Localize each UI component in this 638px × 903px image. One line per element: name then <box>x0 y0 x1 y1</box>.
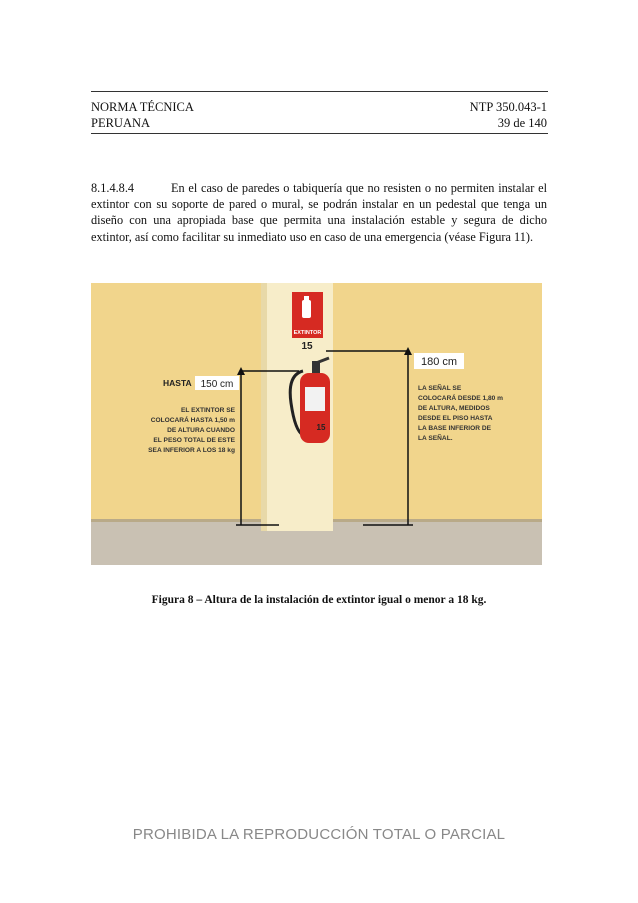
right-note-line: LA BASE INFERIOR DE <box>418 425 492 432</box>
extinguisher-height-diagram <box>91 283 542 565</box>
figure-illustration <box>91 283 542 565</box>
sign-number: 15 <box>301 341 313 352</box>
extinguisher-sign <box>292 292 323 338</box>
header-right <box>470 99 547 131</box>
left-note-line: EL EXTINTOR SE <box>181 407 235 414</box>
left-note-line: EL PESO TOTAL DE ESTE <box>153 437 235 444</box>
footer-notice: PROHIBIDA LA REPRODUCCIÓN TOTAL O PARCIAL <box>132 826 506 843</box>
header-standard-code: NTP 350.043-1 <box>469 100 547 114</box>
extinguisher-sign-icon <box>302 300 311 318</box>
left-note-line: COLOCARÁ HASTA 1,50 m <box>150 417 235 424</box>
right-note-line: LA SEÑAL. <box>418 435 453 442</box>
column-shadow <box>261 283 267 531</box>
header-top-rule <box>91 91 548 92</box>
right-note-line: COLOCARÁ DESDE 1,80 m <box>418 395 504 402</box>
extinguisher-number: 15 <box>316 423 326 432</box>
right-note-line: DESDE EL PISO HASTA <box>418 415 493 422</box>
header-country: PERUANA <box>91 116 151 130</box>
header-left <box>91 99 194 131</box>
sign-label: EXTINTOR <box>293 330 322 336</box>
body-paragraph <box>91 180 547 245</box>
header-bottom-rule <box>91 133 548 134</box>
right-note-line: LA SEÑAL SE <box>418 385 462 392</box>
right-note-line: DE ALTURA, MEDIDOS <box>418 405 490 412</box>
header-standard-type: NORMA TÉCNICA <box>91 100 194 114</box>
hasta-label: HASTA <box>163 378 192 388</box>
extinguisher-label <box>305 387 325 411</box>
figure-caption: Figura 8 – Altura de la instalación de extintor igual o menor a 18 kg. <box>151 594 487 606</box>
left-note-line: DE ALTURA CUANDO <box>167 427 235 434</box>
left-note-line: SEA INFERIOR A LOS 18 kg <box>148 447 235 454</box>
paragraph-text: En el caso de paredes o tabiquería que no resisten o no permiten instalar el extintor con su soporte de pared o mural, se podrán instalar en un pedestal que tenga un diseño con una apropiada base que permita una instalación estable y segura de dicho extintor, así como facilitar su inmediato uso en caso de una emergencia (véase Figura 11). <box>91 181 547 244</box>
height-left: 150 cm <box>200 379 234 390</box>
section-number: 8.1.4.8.4 <box>91 181 135 195</box>
height-right: 180 cm <box>420 356 458 368</box>
page-number: 39 de 140 <box>497 116 547 130</box>
